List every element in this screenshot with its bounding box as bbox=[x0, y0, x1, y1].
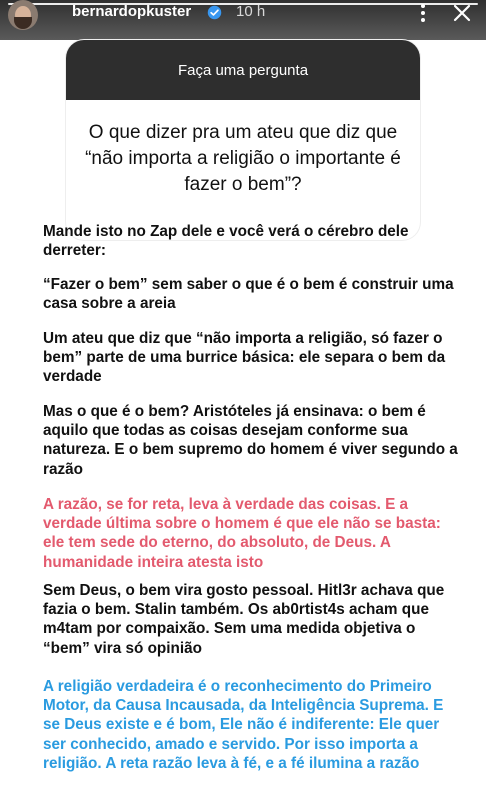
story-header bbox=[0, 0, 486, 40]
question-text: O que dizer pra um ateu que diz que “não importa a religião o importante é fazer o bem”? bbox=[85, 122, 401, 195]
post-time: 10 h bbox=[236, 3, 266, 20]
answer-paragraph-6: Sem Deus, o bem vira gosto pessoal. Hitl3r achava que fazia o bem. Stalin também. Os ab0rtist4s acham que m4tam por compaixão. Sem uma medida objetiva o “bem” vira só opinião bbox=[43, 582, 445, 657]
answer-paragraph-7: A religião verdadeira é o reconhecimento do Primeiro Motor, da Causa Incausada, da Inteligência Suprema. E se Deus existe e é bom, Ele não é indiferente: Ele quer ser conhecido, amado e servido. Por isso importa a religião. A reta razão leva à fé, e a fé ilumina a razão bbox=[43, 678, 444, 772]
username[interactable]: bernardopkuster bbox=[72, 3, 192, 20]
answer-paragraph-3: Um ateu que diz que “não importa a religião, só fazer o bem” parte de uma burrice básica: ele separa o bem da verdade bbox=[43, 330, 446, 386]
answer-paragraph-1: Mande isto no Zap dele e você verá o cérebro dele derreter: bbox=[43, 223, 409, 260]
avatar-beard bbox=[14, 17, 32, 29]
more-vertical-icon[interactable] bbox=[420, 2, 426, 24]
verified-badge-icon bbox=[207, 5, 222, 20]
avatar[interactable] bbox=[8, 0, 38, 30]
answer-paragraph-4: Mas o que é o bem? Aristóteles já ensinava: o bem é aquilo que todas as coisas desejam conforme sua natureza. E o bem supremo do homem é viver segundo a razão bbox=[43, 403, 458, 478]
answer-paragraph-5: A razão, se for reta, leva à verdade das coisas. E a verdade última sobre o homem é que ele não se basta: ele tem sede do eterno, do absoluto, de Deus. A humanidade inteira atesta isto bbox=[43, 496, 441, 571]
question-sticker bbox=[66, 40, 420, 240]
close-icon[interactable] bbox=[452, 3, 472, 23]
question-sticker-header: Faça uma pergunta bbox=[66, 40, 420, 100]
answer-paragraph-2: “Fazer o bem” sem saber o que é o bem é construir uma casa sobre a areia bbox=[43, 276, 454, 313]
